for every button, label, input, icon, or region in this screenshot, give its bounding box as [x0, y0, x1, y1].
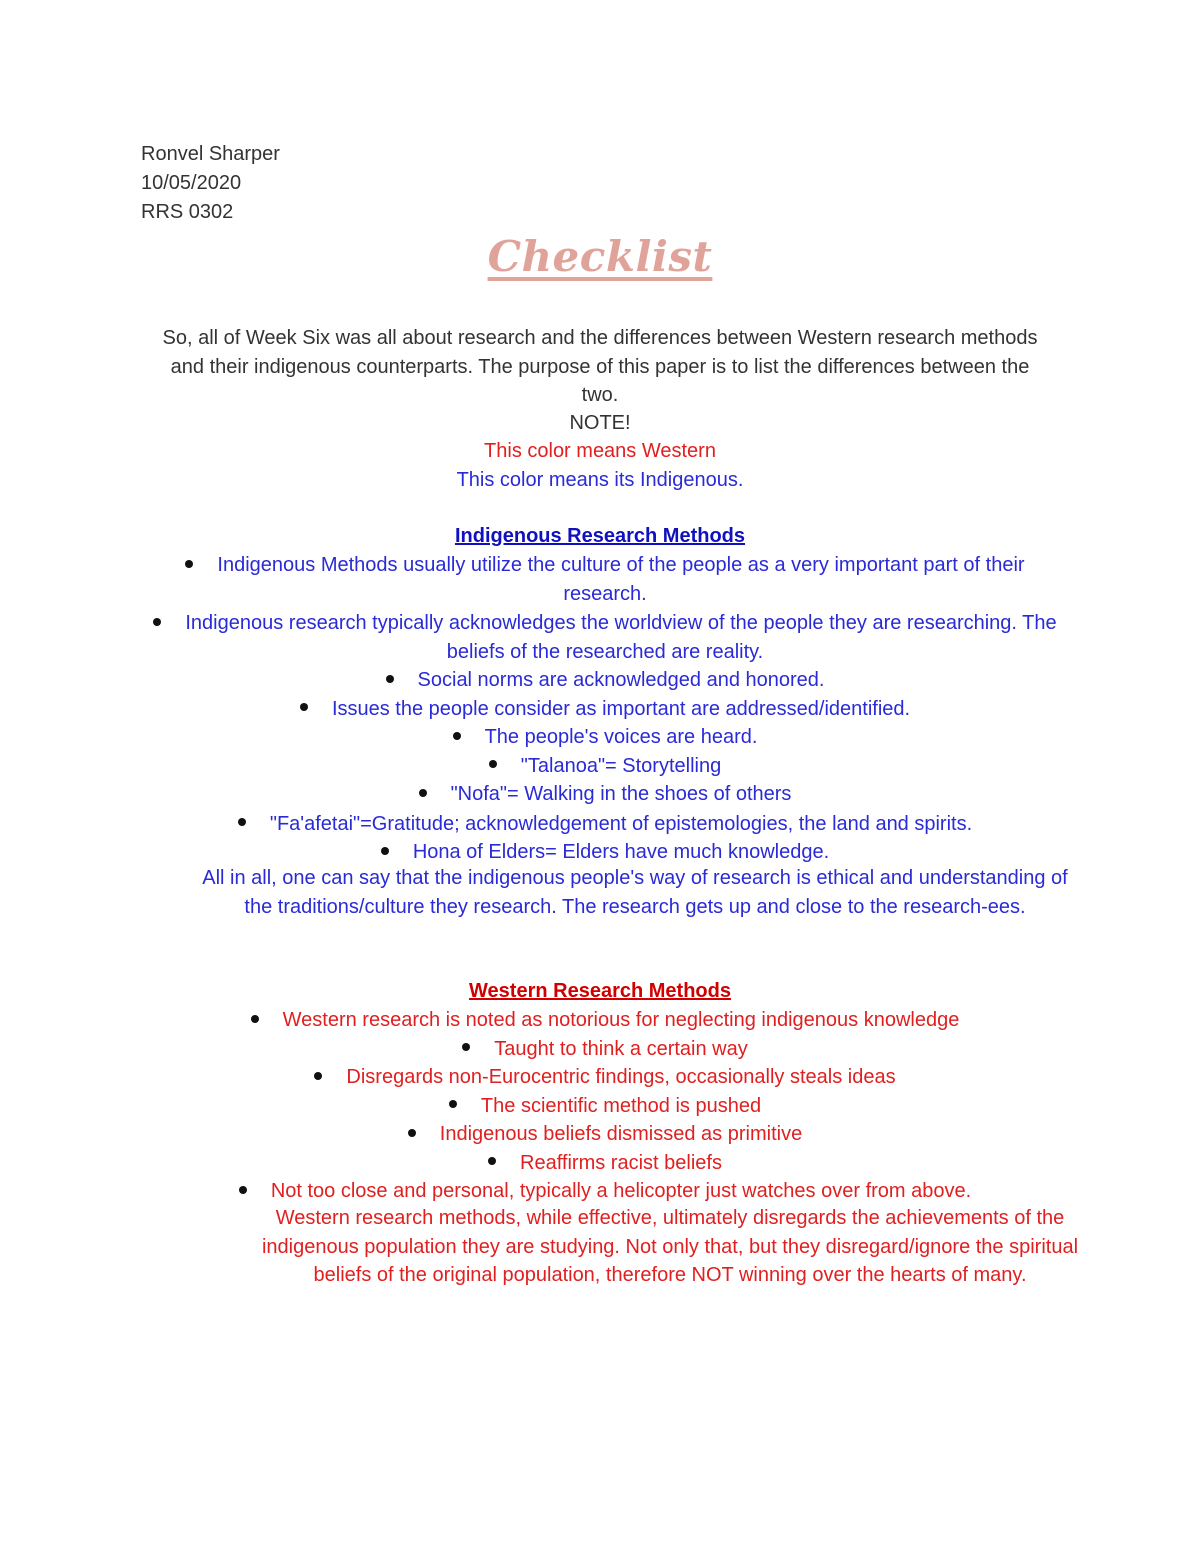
list-item — [150, 666, 1060, 695]
bullet-icon — [185, 560, 193, 568]
list-item-text: Issues the people consider as important are addressed/identified. — [331, 697, 911, 720]
bullet-icon — [314, 1072, 322, 1080]
bullet-icon — [251, 1015, 259, 1023]
list-item — [150, 838, 1060, 867]
list-item-text: "Nofa"= Walking in the shoes of others — [450, 783, 792, 805]
list-item — [150, 1149, 1060, 1178]
list-item — [150, 1092, 1060, 1121]
list-item-text: "Fa'afetai"=Gratitude; acknowledgement of epistemologies, the land and spirits. — [269, 812, 973, 835]
western-section-heading: Western Research Methods — [469, 980, 731, 1002]
bullet-icon — [408, 1129, 416, 1137]
bullet-icon — [449, 1100, 457, 1108]
list-item — [150, 695, 1060, 724]
list-item-text: The people's voices are heard. — [484, 726, 758, 748]
course-code: RRS 0302 — [141, 201, 234, 223]
bullet-icon — [419, 789, 427, 797]
list-item-text: Social norms are acknowledged and honored. — [417, 669, 825, 691]
bullet-icon — [489, 760, 497, 768]
list-item-text: Indigenous research typically acknowledges the worldview of the people they are researching. The beliefs of the researched are reality. — [185, 612, 1057, 663]
list-item — [150, 810, 1060, 839]
list-item — [150, 609, 1060, 666]
list-item-text: Disregards non-Eurocentric findings, occasionally steals ideas — [346, 1066, 896, 1088]
list-item-text: Indigenous beliefs dismissed as primitive — [439, 1123, 803, 1145]
indigenous-methods-list — [150, 551, 1060, 867]
western-methods-list — [150, 1006, 1060, 1206]
list-item-text: The scientific method is pushed — [480, 1094, 762, 1117]
list-item-text: Not too close and personal, typically a helicopter just watches over from above. — [270, 1180, 972, 1202]
bullet-icon — [153, 618, 161, 626]
list-item-text: Western research is noted as notorious for neglecting indigenous knowledge — [282, 1009, 960, 1031]
list-item-text: Taught to think a certain way — [494, 1037, 748, 1060]
list-item — [150, 723, 1060, 752]
legend-western: This color means Western — [484, 440, 716, 462]
bullet-icon — [381, 847, 389, 855]
document-date: 10/05/2020 — [141, 172, 242, 194]
list-item-text: Reaffirms racist beliefs — [520, 1151, 722, 1174]
western-summary: Western research methods, while effective, ultimately disregards the achievements of the indigenous population they are studying. Not only that, but they disregard/ignore the spiritual beliefs of the original population, therefore NOT winning over the hearts of many. — [261, 1207, 1079, 1286]
list-item-text: Indigenous Methods usually utilize the culture of the people as a very important part of their research. — [217, 554, 1025, 605]
bullet-icon — [386, 675, 394, 683]
list-item-text: "Talanoa"= Storytelling — [520, 754, 722, 777]
list-item — [150, 752, 1060, 781]
document-header — [141, 140, 280, 227]
list-item — [150, 1006, 1060, 1035]
indigenous-summary: All in all, one can say that the indigenous people's way of research is ethical and understanding of the traditions/culture they research. The research gets up and close to the research-ees. — [202, 867, 1068, 918]
author-name: Ronvel Sharper — [141, 143, 280, 165]
list-item — [150, 1063, 1060, 1092]
bullet-icon — [488, 1157, 496, 1165]
bullet-icon — [300, 703, 308, 711]
bullet-icon — [238, 818, 246, 826]
note-label: NOTE! — [569, 412, 631, 434]
list-item — [150, 780, 1060, 809]
list-item-text: Hona of Elders= Elders have much knowledge. — [412, 841, 830, 863]
list-item — [150, 1035, 1060, 1064]
list-item — [150, 1177, 1060, 1206]
list-item — [150, 551, 1060, 608]
intro-paragraph: So, all of Week Six was all about research and the differences between Western research methods and their indigenous counterparts. The purpose of this paper is to list the differences between the two. — [162, 327, 1038, 406]
page-title: Checklist — [487, 232, 713, 281]
bullet-icon — [453, 732, 461, 740]
indigenous-section-heading: Indigenous Research Methods — [454, 525, 746, 547]
legend-indigenous: This color means its Indigenous. — [456, 469, 744, 491]
list-item — [150, 1120, 1060, 1149]
bullet-icon — [239, 1186, 247, 1194]
bullet-icon — [462, 1043, 470, 1051]
